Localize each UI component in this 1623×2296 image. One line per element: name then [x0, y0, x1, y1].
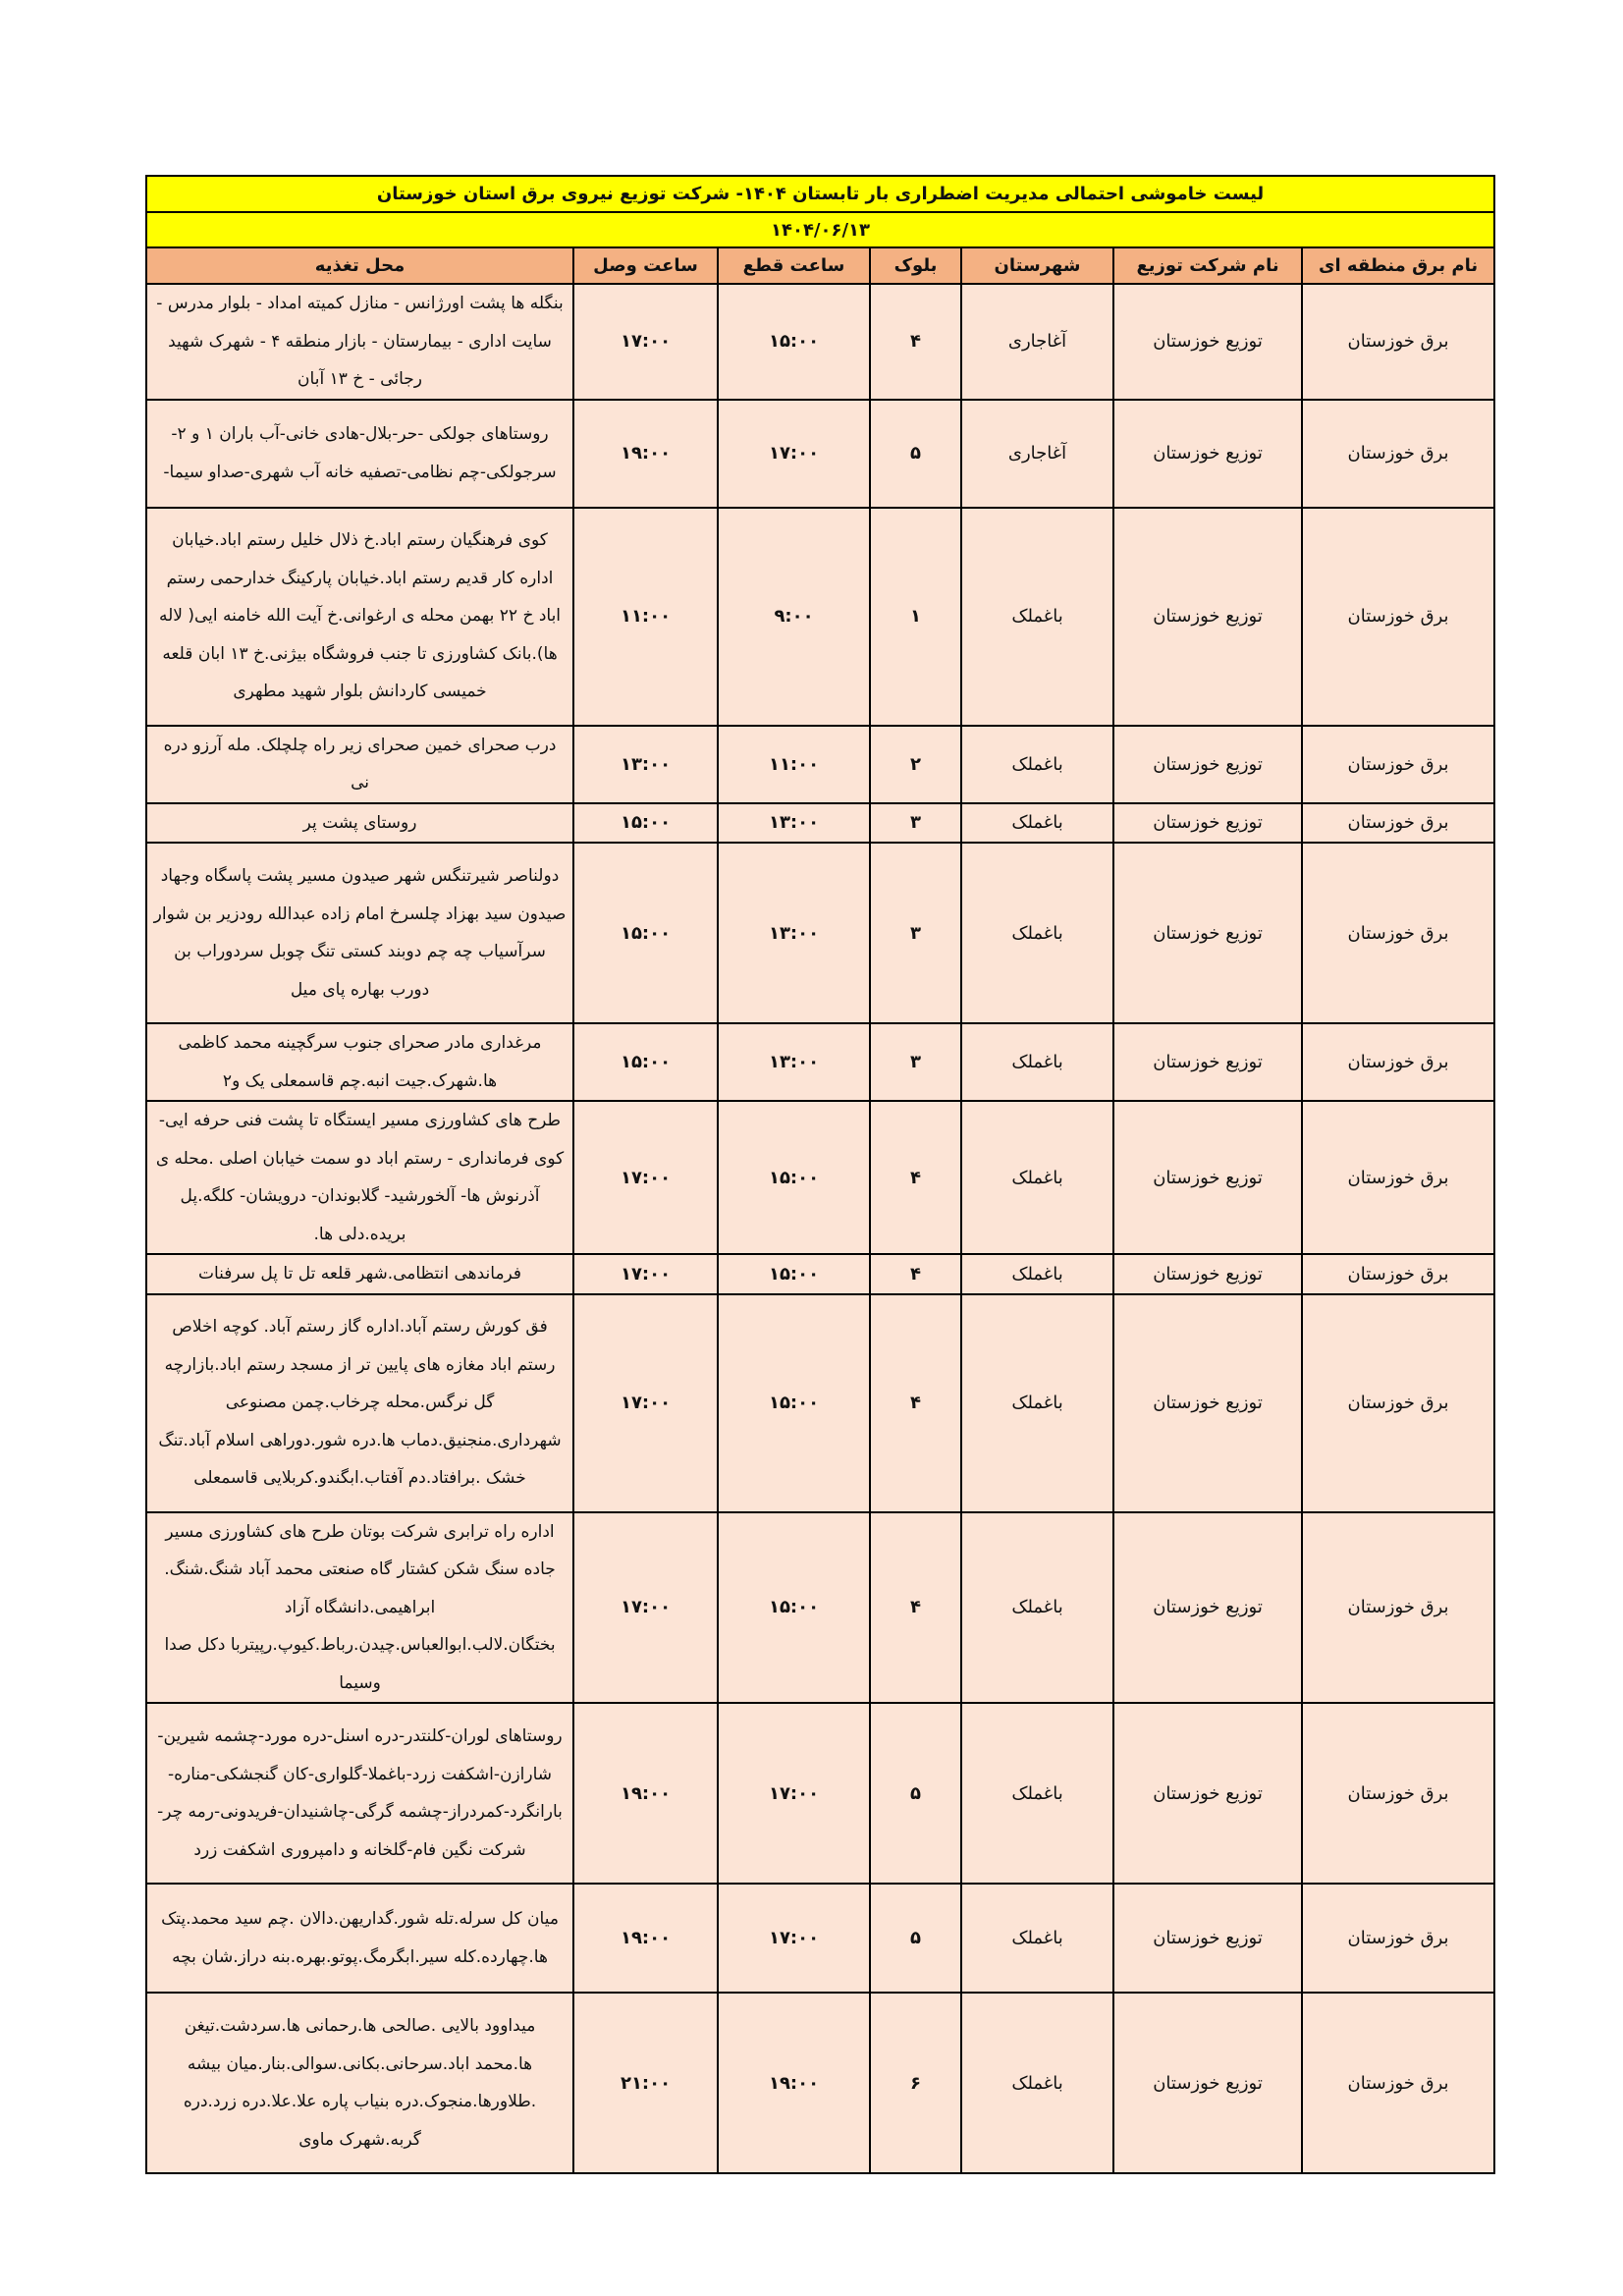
block-cell: ۳ [870, 1023, 961, 1101]
connect-time-cell: ۱۷:۰۰ [573, 284, 718, 400]
city-cell: آغاجاری [961, 400, 1113, 508]
city-cell: باغملک [961, 1254, 1113, 1294]
cut-time-cell: ۱۱:۰۰ [718, 726, 870, 803]
table-row [146, 284, 1494, 400]
table-row [146, 400, 1494, 508]
company-cell: توزیع خوزستان [1113, 1101, 1302, 1254]
location-cell: روستاهای لوران-کلنتدر-دره اسنل-دره مورد-چشمه شیرین-شارازن-اشکفت زرد-باغملا-گلواری-کان گنجشکی-مناره-بارانگرد-کمردراز-چشمه گرگی-چاشنیدان-فریدونی-رمه چر-شرکت نگین فام-گلخانه و دامپروری اشکفت زرد [146, 1703, 573, 1884]
table-row [146, 1254, 1494, 1294]
connect-time-cell: ۱۹:۰۰ [573, 400, 718, 508]
region-cell: برق خوزستان [1302, 843, 1494, 1023]
company-cell: توزیع خوزستان [1113, 726, 1302, 803]
table-row [146, 1512, 1494, 1704]
region-cell: برق خوزستان [1302, 1101, 1494, 1254]
table-row [146, 726, 1494, 803]
block-cell: ۴ [870, 1512, 961, 1704]
header-region: نام برق منطقه ای [1302, 247, 1494, 284]
city-cell: آغاجاری [961, 284, 1113, 400]
company-cell: توزیع خوزستان [1113, 1294, 1302, 1512]
connect-time-cell: ۱۵:۰۰ [573, 803, 718, 844]
connect-time-cell: ۱۵:۰۰ [573, 843, 718, 1023]
connect-time-cell: ۱۷:۰۰ [573, 1512, 718, 1704]
location-cell: فق کورش رستم آباد.اداره گاز رستم آباد. کوچه اخلاص رستم اباد مغازه های پایین تر از مسجد رستم اباد.بازارچه گل نرگس.محله چرخاب.چمن مصنوعی شهرداری.منجنیق.دماب ها.دره شور.دوراهی اسلام آباد.تنگ خشک .برافتاد.دم آفتاب.ابگندو.کربلایی قاسمعلی [146, 1294, 573, 1512]
location-cell: روستای پشت پر [146, 803, 573, 844]
city-cell: باغملک [961, 1294, 1113, 1512]
table-row [146, 1101, 1494, 1254]
block-cell: ۵ [870, 400, 961, 508]
location-cell: فرماندهی انتظامی.شهر قلعه تل تا پل سرفنات [146, 1254, 573, 1294]
connect-time-cell: ۱۷:۰۰ [573, 1254, 718, 1294]
header-city: شهرستان [961, 247, 1113, 284]
cut-time-cell: ۱۵:۰۰ [718, 1254, 870, 1294]
location-cell: دولناصر شیرتنگس شهر صیدون مسیر پشت پاسگاه وجهاد صیدون سید بهزاد چلسرخ امام زاده عبدالله رودزیر بن شوار سرآسیاب چه چم دوبند کستی تنگ چوبل سردوراب بن دورب بهاره پای میل [146, 843, 573, 1023]
location-cell: روستاهای جولکی -حر-بلال-هادی خانی-آب باران ۱ و ۲-سرجولکی-چم نظامی-تصفیه خانه آب شهری-صداو سیما- [146, 400, 573, 508]
region-cell: برق خوزستان [1302, 803, 1494, 844]
block-cell: ۴ [870, 284, 961, 400]
title-row [146, 176, 1494, 212]
block-cell: ۴ [870, 1101, 961, 1254]
region-cell: برق خوزستان [1302, 1703, 1494, 1884]
table-row [146, 508, 1494, 726]
location-cell: کوی فرهنگیان رستم اباد.خ ذلال خلیل رستم اباد.خیابان اداره کار قدیم رستم اباد.خیابان پارکینگ خدارحمی رستم اباد خ ۲۲ بهمن محله ی ارغوانی.خ آیت الله خامنه ایی( لاله ها).بانک کشاورزی تا جنب فروشگاه بیژنی.خ ۱۳ ابان قلعه خمیسی کاردانش بلوار شهید مطهری [146, 508, 573, 726]
connect-time-cell: ۱۷:۰۰ [573, 1101, 718, 1254]
header-block: بلوک [870, 247, 961, 284]
table-row [146, 1023, 1494, 1101]
company-cell: توزیع خوزستان [1113, 843, 1302, 1023]
connect-time-cell: ۲۱:۰۰ [573, 1993, 718, 2173]
location-cell: اداره راه ترابری شرکت بوتان طرح های کشاورزی مسیر جاده سنگ شکن کشتار گاه صنعتی محمد آباد شنگ.شنگ. ابراهیمی.دانشگاه آزاد بختگان.لالب.ابوالعباس.چیدن.رباط.کیوپ.رپیتربا دکل صدا وسیما [146, 1512, 573, 1704]
page-title: لیست خاموشی احتمالی مدیریت اضطراری بار تابستان ۱۴۰۴- شرکت توزیع نیروی برق استان خوزستان [146, 176, 1494, 212]
connect-time-cell: ۱۹:۰۰ [573, 1884, 718, 1993]
company-cell: توزیع خوزستان [1113, 1993, 1302, 2173]
connect-time-cell: ۱۹:۰۰ [573, 1703, 718, 1884]
header-cut-time: ساعت قطع [718, 247, 870, 284]
column-header-row [146, 247, 1494, 284]
cut-time-cell: ۱۹:۰۰ [718, 1993, 870, 2173]
block-cell: ۱ [870, 508, 961, 726]
city-cell: باغملک [961, 843, 1113, 1023]
table-row [146, 843, 1494, 1023]
company-cell: توزیع خوزستان [1113, 1023, 1302, 1101]
location-cell: میان کل سرله.تله شور.گداریهن.دالان .چم سید محمد.پتک ها.چهارده.کله سیر.ابگرمگ.پوتو.بهره.بنه دراز.شان بچه [146, 1884, 573, 1993]
city-cell: باغملک [961, 726, 1113, 803]
table-row [146, 1703, 1494, 1884]
table-row [146, 1294, 1494, 1512]
header-connect-time: ساعت وصل [573, 247, 718, 284]
region-cell: برق خوزستان [1302, 1512, 1494, 1704]
company-cell: توزیع خوزستان [1113, 1884, 1302, 1993]
company-cell: توزیع خوزستان [1113, 284, 1302, 400]
cut-time-cell: ۱۳:۰۰ [718, 803, 870, 844]
cut-time-cell: ۱۷:۰۰ [718, 1884, 870, 1993]
region-cell: برق خوزستان [1302, 1254, 1494, 1294]
city-cell: باغملک [961, 1512, 1113, 1704]
city-cell: باغملک [961, 1993, 1113, 2173]
block-cell: ۵ [870, 1703, 961, 1884]
company-cell: توزیع خوزستان [1113, 1703, 1302, 1884]
company-cell: توزیع خوزستان [1113, 508, 1302, 726]
region-cell: برق خوزستان [1302, 1294, 1494, 1512]
connect-time-cell: ۱۵:۰۰ [573, 1023, 718, 1101]
table-body [146, 284, 1494, 2173]
header-location: محل تغذیه [146, 247, 573, 284]
table-row [146, 1993, 1494, 2173]
table-row [146, 1884, 1494, 1993]
block-cell: ۵ [870, 1884, 961, 1993]
location-cell: بنگله ها پشت اورژانس - منازل کمیته امداد - بلوار مدرس - سایت اداری - بیمارستان - بازار منطقه ۴ - شهرک شهید رجائی - خ ۱۳ آبان [146, 284, 573, 400]
block-cell: ۳ [870, 803, 961, 844]
company-cell: توزیع خوزستان [1113, 1512, 1302, 1704]
region-cell: برق خوزستان [1302, 726, 1494, 803]
cut-time-cell: ۱۳:۰۰ [718, 1023, 870, 1101]
company-cell: توزیع خوزستان [1113, 1254, 1302, 1294]
region-cell: برق خوزستان [1302, 284, 1494, 400]
schedule-date: ۱۴۰۴/۰۶/۱۳ [146, 212, 1494, 247]
city-cell: باغملک [961, 1884, 1113, 1993]
date-row [146, 212, 1494, 247]
cut-time-cell: ۱۵:۰۰ [718, 1101, 870, 1254]
outage-schedule-table [145, 175, 1495, 2174]
cut-time-cell: ۱۷:۰۰ [718, 1703, 870, 1884]
cut-time-cell: ۱۵:۰۰ [718, 284, 870, 400]
company-cell: توزیع خوزستان [1113, 400, 1302, 508]
region-cell: برق خوزستان [1302, 400, 1494, 508]
city-cell: باغملک [961, 1703, 1113, 1884]
connect-time-cell: ۱۱:۰۰ [573, 508, 718, 726]
block-cell: ۲ [870, 726, 961, 803]
city-cell: باغملک [961, 803, 1113, 844]
block-cell: ۶ [870, 1993, 961, 2173]
connect-time-cell: ۱۳:۰۰ [573, 726, 718, 803]
block-cell: ۳ [870, 843, 961, 1023]
region-cell: برق خوزستان [1302, 1023, 1494, 1101]
header-company: نام شرکت توزیع [1113, 247, 1302, 284]
location-cell: درب صحرای خمین صحرای زیر راه چلچلک. مله آرزو دره نی [146, 726, 573, 803]
city-cell: باغملک [961, 508, 1113, 726]
region-cell: برق خوزستان [1302, 508, 1494, 726]
city-cell: باغملک [961, 1101, 1113, 1254]
location-cell: مرغداری مادر صحرای جنوب سرگچینه محمد کاظمی ها.شهرک.جیت انبه.چم قاسمعلی یک و۲ [146, 1023, 573, 1101]
cut-time-cell: ۹:۰۰ [718, 508, 870, 726]
table-row [146, 803, 1494, 844]
cut-time-cell: ۱۳:۰۰ [718, 843, 870, 1023]
region-cell: برق خوزستان [1302, 1993, 1494, 2173]
block-cell: ۴ [870, 1294, 961, 1512]
city-cell: باغملک [961, 1023, 1113, 1101]
location-cell: میداوود بالایی .صالحی ها.رحمانی ها.سردشت.تیغن ها.محمد اباد.سرحانی.بکانی.سوالی.بنار.میان بیشه .طلاورها.منجوک.دره بنیاب پاره علا.علا.دره زرد.دره گربه.شهرک ماوی [146, 1993, 573, 2173]
location-cell: طرح های کشاورزی مسیر ایستگاه تا پشت فنی حرفه ایی- کوی فرمانداری - رستم اباد دو سمت خیابان اصلی .محله ی آذرنوش ها- آلخورشید- گلابوندان- درویشان- کلگه.پل بریده.دلی ها. [146, 1101, 573, 1254]
company-cell: توزیع خوزستان [1113, 803, 1302, 844]
block-cell: ۴ [870, 1254, 961, 1294]
connect-time-cell: ۱۷:۰۰ [573, 1294, 718, 1512]
cut-time-cell: ۱۷:۰۰ [718, 400, 870, 508]
cut-time-cell: ۱۵:۰۰ [718, 1512, 870, 1704]
cut-time-cell: ۱۵:۰۰ [718, 1294, 870, 1512]
region-cell: برق خوزستان [1302, 1884, 1494, 1993]
